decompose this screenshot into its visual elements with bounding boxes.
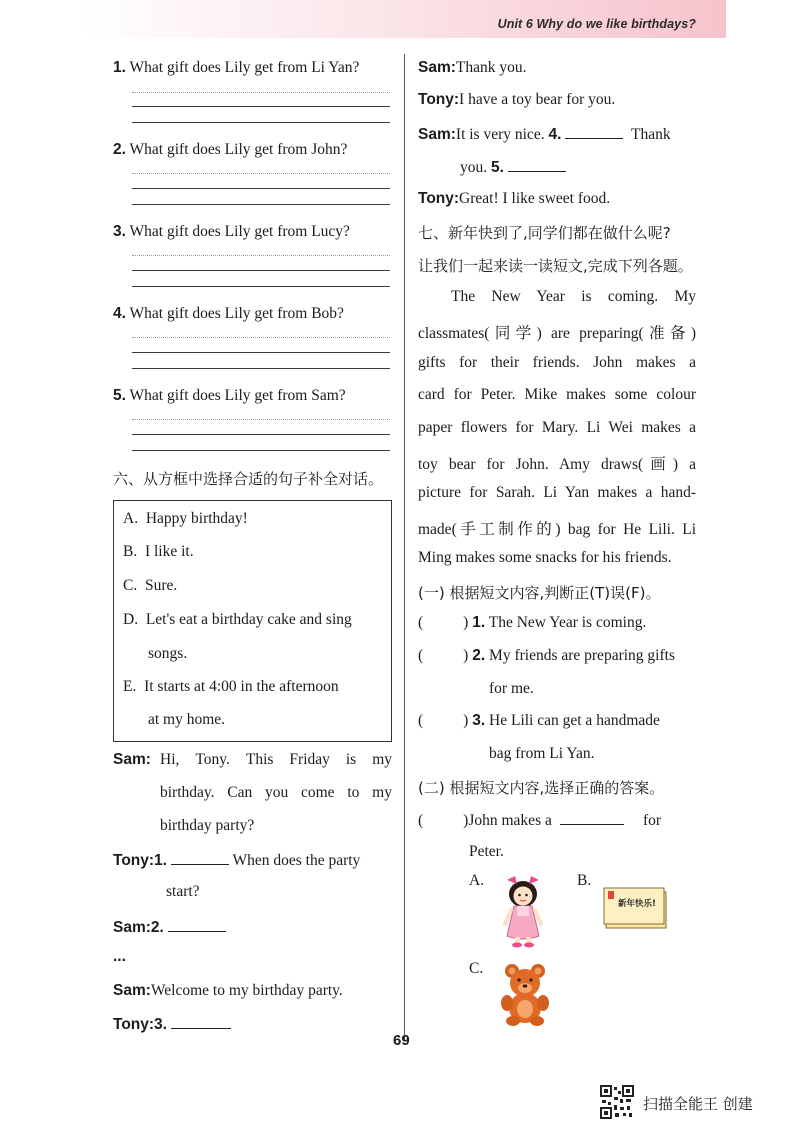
sam-nice: Sam:It is very nice. 4. Thank [418, 126, 671, 143]
tf-item-3-cont: bag from Li Yan. [489, 745, 595, 762]
option-c-label: C. [469, 960, 484, 977]
option-c: C. Sure. [123, 577, 178, 594]
scanner-watermark: 扫描全能王 创建 [643, 1095, 753, 1113]
passage-line: picture for Sarah. Li Yan makes a hand- [418, 484, 696, 501]
answer-guide [132, 173, 390, 174]
header-banner [86, 0, 726, 38]
answer-line [132, 106, 390, 107]
qr-code-icon [600, 1085, 634, 1119]
section-6-title: 六、从方框中选择合适的句子补全对话。 [113, 470, 384, 488]
option-e: E. It starts at 4:00 in the afternoon [123, 678, 339, 695]
option-e-cont: at my home. [148, 711, 226, 728]
answer-guide [132, 92, 390, 93]
answer-guide [132, 337, 390, 338]
doll-icon [497, 872, 549, 948]
passage-line: gifts for their friends. John makes a [418, 354, 696, 371]
tf-item-1: ( ) 1. The New Year is coming. [418, 614, 647, 631]
option-a: A. Happy birthday! [123, 510, 248, 527]
sam-nice-cont: you. 5. [460, 157, 566, 177]
sam-line-1: Hi, Tony. This Friday is my [160, 751, 392, 768]
tf-item-2-cont: for me. [489, 680, 534, 697]
answer-line [132, 450, 390, 451]
card-icon [603, 886, 669, 932]
option-d-cont: songs. [148, 645, 188, 662]
teddy-bear-icon [498, 961, 552, 1027]
answer-line [132, 270, 390, 271]
section-7-subtitle: 让我们一起来读一读短文,完成下列各题。 [418, 257, 693, 275]
answer-line [132, 122, 390, 123]
blank-5[interactable] [508, 157, 566, 172]
card-picture [603, 886, 667, 928]
unit-title: Unit 6 Why do we like birthdays? [497, 17, 696, 31]
blank-3[interactable] [171, 1014, 231, 1029]
blank-2[interactable] [168, 917, 226, 932]
mc-question-cont: Peter. [469, 843, 504, 860]
answer-line [132, 204, 390, 205]
question-3: 3. What gift does Lily get from Lucy? [113, 223, 350, 240]
question-1: 1. What gift does Lily get from Li Yan? [113, 59, 360, 76]
tony-bear: Tony:I have a toy bear for you. [418, 91, 616, 108]
option-a-label: A. [469, 872, 485, 889]
passage-line: made(手工制作的) bag for He Lili. Li [418, 521, 696, 538]
answer-line [132, 286, 390, 287]
sam-welcome: Sam:Welcome to my birthday party. [113, 982, 343, 999]
answer-line [132, 188, 390, 189]
mc-blank[interactable] [560, 810, 624, 825]
tony-line-2: start? [166, 883, 200, 900]
answer-line [132, 352, 390, 353]
answer-line [132, 434, 390, 435]
passage-line: The New Year is coming. My [451, 288, 696, 305]
sam-line-3: birthday party? [160, 817, 255, 834]
sam-line-blank-2: Sam:2. [113, 917, 226, 937]
answer-guide [132, 255, 390, 256]
tony-great: Tony:Great! I like sweet food. [418, 190, 611, 207]
mc-question: ( )John makes a for [418, 812, 662, 829]
tony-line-blank-3: Tony:3. [113, 1014, 231, 1034]
card-text: 新年快乐! [618, 899, 656, 909]
section-7-title: 七、新年快到了,同学们都在做什么呢? [418, 224, 671, 242]
part-1-title: (一) 根据短文内容,判断正(T)误(F)。 [418, 584, 661, 602]
option-b-label: B. [577, 872, 592, 889]
answer-line [132, 368, 390, 369]
passage-line: toy bear for John. Amy draws(画) a [418, 456, 696, 473]
question-5: 5. What gift does Lily get from Sam? [113, 387, 346, 404]
answer-guide [132, 419, 390, 420]
passage-line: classmates(同学) are preparing(准备) [418, 325, 696, 342]
question-2: 2. What gift does Lily get from John? [113, 141, 348, 158]
part-2-title: (二) 根据短文内容,选择正确的答案。 [418, 779, 665, 797]
sam-line-2: birthday. Can you come to my [160, 784, 392, 801]
passage-line: paper flowers for Mary. Li Wei makes a [418, 419, 696, 436]
blank-4[interactable] [565, 124, 623, 139]
blank-1[interactable] [171, 850, 229, 865]
speaker-sam: Sam: [113, 751, 151, 768]
option-b: B. I like it. [123, 543, 194, 560]
passage-line: Ming makes some snacks for his friends. [418, 549, 672, 566]
question-4: 4. What gift does Lily get from Bob? [113, 305, 344, 322]
ellipsis: ... [113, 948, 126, 965]
tony-line-1: Tony:1. When does the party [113, 852, 361, 869]
tf-item-3: ( ) 3. He Lili can get a handmade [418, 712, 660, 729]
sam-thank: Sam:Thank you. [418, 59, 527, 76]
column-divider [404, 54, 405, 1040]
option-d: D. Let's eat a birthday cake and sing [123, 611, 352, 628]
page-number: 69 [393, 1032, 410, 1049]
tf-item-2: ( ) 2. My friends are preparing gifts [418, 647, 675, 664]
passage-line: card for Peter. Mike makes some colour [418, 386, 696, 403]
